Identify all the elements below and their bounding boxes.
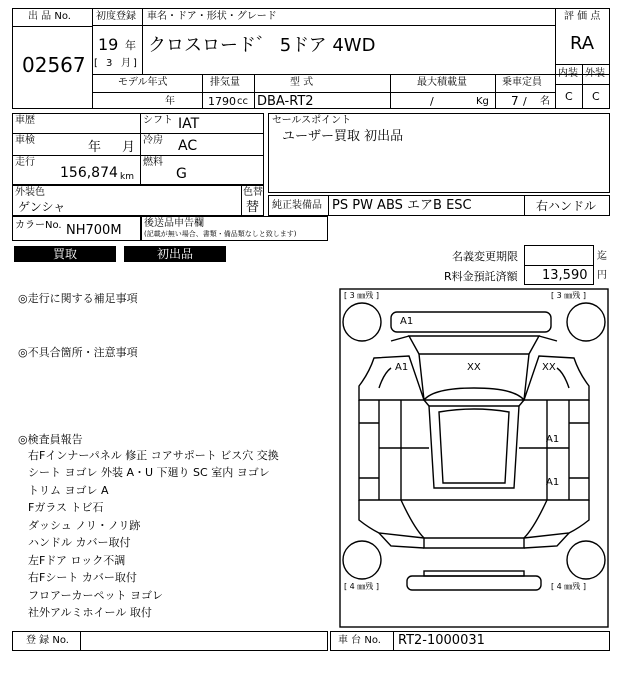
defects-notes-title: ◎不具合箇所・注意事項 xyxy=(18,346,138,359)
rear-left-tire xyxy=(343,541,381,579)
buy-badge: 買取 xyxy=(14,246,116,262)
model-name-label: 車名・ドア・形状・グレード xyxy=(147,11,277,22)
capacity-label: 乗車定員 xyxy=(502,77,542,88)
displacement-value: 1790 xyxy=(208,95,236,108)
model-year-label: モデル年式 xyxy=(118,77,168,88)
list-item: トリム ヨゴレ A xyxy=(28,484,109,497)
capacity-unit: 名 xyxy=(540,96,550,107)
lot-label: 出 品 No. xyxy=(28,11,71,22)
model-code: DBA-RT2 xyxy=(257,94,314,109)
grade-value: RA xyxy=(570,33,595,54)
color-label: 外装色 xyxy=(15,187,45,198)
name-change-unit: 迄 xyxy=(597,251,607,262)
recycle-amount: 13,590 xyxy=(542,268,588,283)
damage-mark: A1 xyxy=(395,362,409,373)
shift-value: IAT xyxy=(178,116,200,132)
max-load-unit: Kg xyxy=(476,96,489,107)
tire-label-rear-left: [ 4 ㎜残 ] xyxy=(344,582,379,591)
first-reg-month-open: [ xyxy=(94,58,98,69)
color-value: ゲンシャ xyxy=(18,200,66,214)
ac-value: AC xyxy=(178,138,198,154)
first-reg-year: 19 xyxy=(98,35,119,54)
list-item: 社外アルミホイール 取付 xyxy=(28,606,152,619)
reg-no-label: 登 録 No. xyxy=(26,635,69,646)
model-year-unit: 年 xyxy=(165,96,175,107)
name-change-box xyxy=(524,245,594,266)
capacity-value: 7 xyxy=(511,94,519,108)
month-unit: 月 xyxy=(121,58,131,69)
max-load-label: 最大積載量 xyxy=(417,77,467,88)
chassis-number: RT2-1000031 xyxy=(398,633,485,648)
list-item: ハンドル カバー取付 xyxy=(28,536,131,549)
mileage-label: 走行 xyxy=(15,157,35,168)
mileage-value: 156,874 xyxy=(60,165,118,181)
interior-grade: C xyxy=(565,90,573,103)
front-spare xyxy=(391,312,551,332)
recycle-unit: 円 xyxy=(597,270,607,281)
ac-label: 冷房 xyxy=(143,135,163,146)
sales-points-label: セールスポイント xyxy=(272,115,352,126)
first-reg-month: 3 xyxy=(106,58,113,69)
list-item: シート ヨゴレ 外装 A・U 下廻り SC 室内 ヨゴレ xyxy=(28,466,270,479)
first-listing-badge: 初出品 xyxy=(124,246,226,262)
capacity-sep: / xyxy=(523,95,527,108)
shift-label: シフト xyxy=(143,115,173,126)
list-item: ダッシュ ノリ・ノリ跡 xyxy=(28,519,141,532)
details-left-frame xyxy=(12,113,264,185)
tire-label-front-right: [ 3 ㎜残 ] xyxy=(551,291,586,300)
color-no-value: NH700M xyxy=(66,223,122,238)
front-left-tire xyxy=(343,303,381,341)
list-item: 左Fドア ロック不調 xyxy=(28,554,126,567)
model-code-label: 型 式 xyxy=(290,77,314,88)
grade-label: 評 価 点 xyxy=(564,11,601,22)
damage-mark: XX xyxy=(467,362,481,373)
tire-label-front-left: [ 3 ㎜残 ] xyxy=(344,291,379,300)
mileage-unit: km xyxy=(120,172,134,182)
model-name: クロスロード゛ 5ドア 4WD xyxy=(148,35,376,56)
driving-notes-title: ◎走行に関する補足事項 xyxy=(18,292,138,305)
exterior-label: 外装 xyxy=(585,68,605,79)
sales-points-value: ユーザー買取 初出品 xyxy=(282,129,404,144)
documents-note: (記載が無い場合、書類・備品類なしと致します) xyxy=(144,230,297,238)
max-load-sep: / xyxy=(430,95,434,108)
rear-right-tire xyxy=(567,541,605,579)
equipment-label: 純正装備品 xyxy=(272,200,322,211)
car-damage-diagram xyxy=(339,288,609,628)
color-change-value: 替 xyxy=(246,200,260,215)
list-item: フロアーカーペット ヨゴレ xyxy=(28,589,163,602)
displacement-unit: cc xyxy=(237,96,248,107)
name-change-label: 名義変更期限 xyxy=(452,250,518,263)
lot-number: 02567 xyxy=(22,53,86,77)
rear-spare xyxy=(407,576,541,590)
color-no-label: カラーNo. xyxy=(15,220,62,231)
damage-mark: A1 xyxy=(546,477,560,488)
chassis-label: 車 台 No. xyxy=(338,635,381,646)
inspection-month-unit: 月 xyxy=(122,140,136,155)
color-change-label: 色替 xyxy=(243,187,263,198)
damage-mark: XX xyxy=(542,362,556,373)
fuel-label: 燃料 xyxy=(143,157,163,168)
inspection-year-unit: 年 xyxy=(88,140,102,155)
displacement-label: 排気量 xyxy=(210,77,240,88)
handle-value: 右ハンドル xyxy=(536,199,597,213)
inspector-report-title: ◎検査員報告 xyxy=(18,433,83,446)
inspection-label: 車検 xyxy=(15,135,35,146)
front-right-tire xyxy=(567,303,605,341)
year-unit: 年 xyxy=(125,39,136,52)
list-item: 右Fインナーパネル 修正 コアサポート ビス穴 交換 xyxy=(28,449,279,462)
exterior-grade: C xyxy=(592,90,600,103)
tire-label-rear-right: [ 4 ㎜残 ] xyxy=(551,582,586,591)
documents-label: 後送品申告欄 xyxy=(144,218,204,229)
recycle-label: R料金預託済額 xyxy=(444,270,518,283)
damage-mark: A1 xyxy=(546,434,560,445)
first-reg-label: 初度登録 xyxy=(96,11,136,22)
history-label: 車歴 xyxy=(15,115,35,126)
fuel-value: G xyxy=(176,166,187,182)
interior-label: 内装 xyxy=(558,68,578,79)
damage-mark: A1 xyxy=(400,316,414,327)
list-item: 右Fシート カバー取付 xyxy=(28,571,137,584)
list-item: Fガラス トビ石 xyxy=(28,501,104,514)
equipment-value: PS PW ABS エアB ESC xyxy=(332,198,472,213)
first-reg-month-close: ] xyxy=(133,58,137,69)
